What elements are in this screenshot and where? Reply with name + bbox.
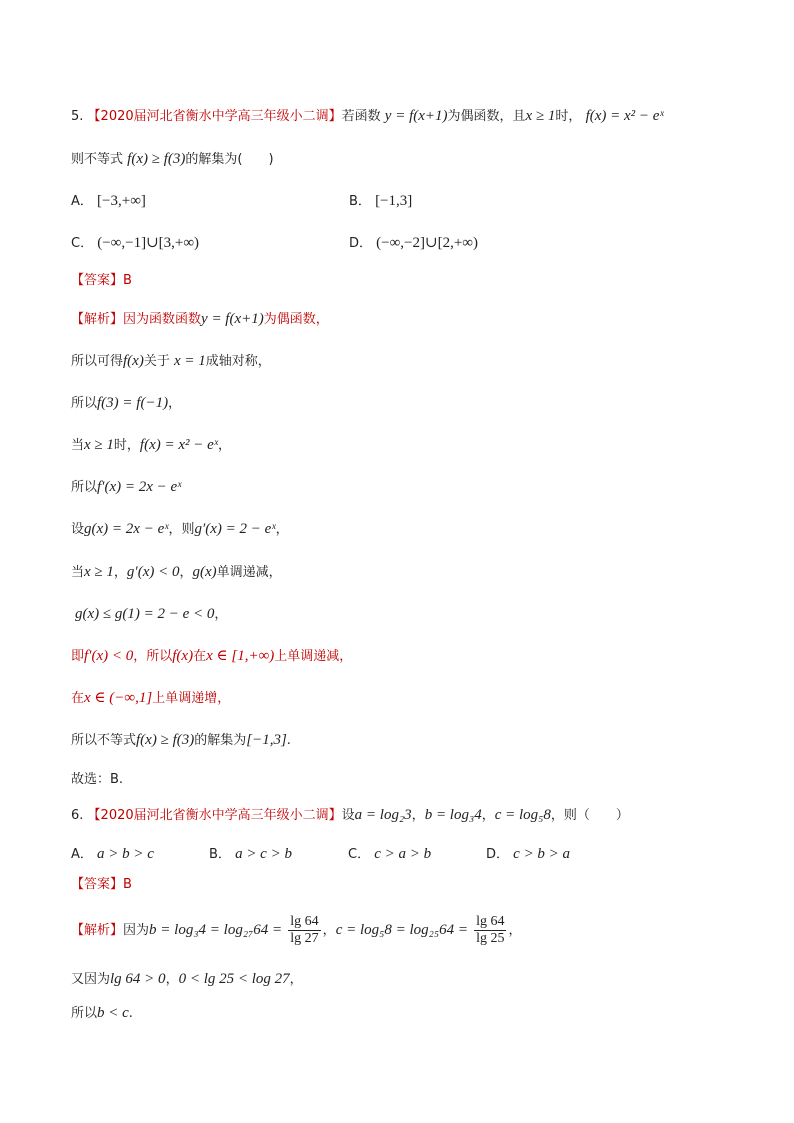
- option-label: D．: [349, 236, 373, 251]
- step-text: 的解集为: [194, 733, 247, 748]
- step-text: 又因为: [71, 972, 111, 987]
- q5-option-a: [71, 192, 146, 211]
- step-math: x ≥ 1: [84, 564, 114, 580]
- step-text: 因为: [123, 923, 150, 938]
- q6-a-definition: a = log₂3: [354, 807, 412, 823]
- q6-analysis-line-3: [71, 1004, 133, 1023]
- q5-stem-line1: [71, 107, 664, 126]
- option-label: B．: [209, 847, 231, 862]
- step-text: ，: [168, 396, 182, 411]
- step-math: lg 64 > 0: [110, 971, 166, 987]
- step-text: 因为函数函数: [123, 312, 202, 327]
- step-math: x ∈ [1,+∞): [206, 648, 275, 664]
- option-value: a > c > b: [235, 846, 292, 862]
- option-label: C．: [71, 236, 94, 251]
- step-math: b = log₃4 = log₂₇64 =: [149, 922, 283, 938]
- step-math: g(x): [192, 564, 217, 580]
- q5-stem2-text-a: 则不等式: [71, 152, 124, 167]
- step-text: 所以: [71, 480, 98, 495]
- option-label: A．: [71, 847, 93, 862]
- fraction-lg64-lg25: [474, 914, 506, 947]
- option-label: D．: [486, 847, 510, 862]
- q5-stem-text-b: 为偶函数，且: [447, 109, 526, 124]
- step-math: g(x) = 2x − eˣ: [84, 521, 169, 537]
- step-math: g(x) ≤ g(1) = 2 − e < 0: [75, 606, 215, 622]
- step-text: ，: [275, 522, 289, 537]
- option-value: c > b > a: [513, 846, 571, 862]
- step-text: ，: [322, 923, 336, 938]
- q5-stem2-text-b: 的解集为( ): [185, 152, 274, 167]
- q6-option-a: [71, 845, 154, 864]
- q6-stem-text-b: ，则（ ）: [550, 808, 629, 823]
- step-text: 当: [71, 438, 85, 453]
- analysis-tag: 【解析】: [71, 923, 124, 938]
- step-math: y = f(x+1): [201, 311, 264, 327]
- option-value: (−∞,−2]∪[2,+∞): [376, 235, 478, 251]
- step-math: [−1,3]: [246, 732, 287, 748]
- q6-analysis-line-2: [71, 970, 303, 989]
- step-text: 关于: [143, 354, 170, 369]
- step-text: 上单调递增，: [152, 691, 231, 706]
- q5-analysis-step-10: [71, 689, 230, 708]
- step-text: 即: [71, 649, 85, 664]
- q5-analysis-step-7: [71, 563, 282, 582]
- step-text: ，: [214, 607, 228, 622]
- step-text: 在: [193, 649, 207, 664]
- q5-fx-definition: f(x) = x² − eˣ: [585, 108, 664, 124]
- step-text: ，: [508, 923, 522, 938]
- step-text: ，: [113, 565, 127, 580]
- step-math: g′(x) = 2 − eˣ: [194, 521, 276, 537]
- step-text: 当: [71, 565, 85, 580]
- q5-analysis-step-9: [71, 647, 352, 666]
- q5-analysis-step-4: [71, 436, 231, 455]
- q5-analysis-step-11: [71, 731, 291, 750]
- q5-number: 5.: [71, 109, 84, 124]
- option-label: A．: [71, 194, 93, 209]
- q6-source-tag: 【2020届河北省衡水中学高三年级小二调】: [87, 808, 342, 823]
- q6-stem-text-a: 设: [341, 808, 355, 823]
- q5-condition: x ≥ 1: [525, 108, 556, 124]
- step-math: f′(x) < 0: [84, 648, 134, 664]
- q5-inequality: f(x) ≥ f(3): [127, 151, 186, 167]
- q6-answer: [71, 876, 132, 894]
- q5-analysis-step-6: [71, 520, 289, 539]
- q5-option-c: [71, 234, 199, 253]
- step-text: ，: [165, 972, 179, 987]
- step-text: 为偶函数，: [263, 312, 329, 327]
- step-text: 成轴对称，: [205, 354, 271, 369]
- q5-option-d: [349, 234, 478, 253]
- q5-analysis-step-2: [71, 352, 271, 371]
- step-text: 所以: [71, 396, 98, 411]
- q5-stem-text-c: 时，: [555, 109, 582, 124]
- step-text: 单调递减，: [216, 565, 282, 580]
- step-text: 所以不等式: [71, 733, 137, 748]
- q6-separator: ，: [411, 808, 425, 823]
- analysis-tag: 【解析】: [71, 312, 124, 327]
- option-value: [−1,3]: [375, 193, 413, 209]
- q6-analysis-line-1: [71, 910, 522, 951]
- step-math: 0 < lg 25 < log 27: [178, 971, 290, 987]
- q5-analysis-step-8: [75, 605, 227, 624]
- option-value: c > a > b: [374, 846, 432, 862]
- fraction-numerator: lg 64: [290, 914, 319, 929]
- q5-stem-line2: [71, 150, 274, 169]
- q6-option-d: [486, 845, 570, 864]
- q6-c-definition: c = log₅8: [494, 807, 551, 823]
- q5-analysis-step-3: [71, 394, 181, 413]
- q5-stem-text-a: 若函数: [341, 109, 381, 124]
- step-text: ，: [289, 972, 303, 987]
- step-math: c = log₅8 = log₂₅64 =: [335, 922, 468, 938]
- q6-stem-line: [71, 806, 629, 825]
- step-text: 在: [71, 691, 85, 706]
- step-text: .: [128, 1006, 133, 1021]
- step-math: f(x) ≥ f(3): [136, 732, 195, 748]
- option-value: (−∞,−1]∪[3,+∞): [97, 235, 200, 251]
- q5-analysis-step-12: [71, 771, 123, 789]
- step-math: f′(x) = 2x − eˣ: [97, 479, 182, 495]
- q6-number: 6.: [71, 808, 84, 823]
- q6-option-c: [348, 845, 431, 864]
- fraction-lg64-lg27: [288, 914, 320, 947]
- step-math: x ≥ 1: [84, 437, 114, 453]
- step-text: ，: [179, 565, 193, 580]
- step-text: 故选：B.: [71, 772, 124, 787]
- fraction-denominator: lg 25: [476, 931, 505, 946]
- answer-value: B: [123, 273, 132, 288]
- answer-tag: 【答案】: [71, 273, 124, 288]
- q6-b-definition: b = log₃4: [424, 807, 482, 823]
- step-math: x ∈ (−∞,1]: [84, 690, 153, 706]
- q5-source-tag: 【2020届河北省衡水中学高三年级小二调】: [87, 109, 342, 124]
- step-text: 时，: [113, 438, 140, 453]
- step-math: g′(x) < 0: [126, 564, 180, 580]
- step-math: f(x): [172, 648, 194, 664]
- step-text: ，所以: [133, 649, 173, 664]
- fraction-denominator: lg 27: [290, 931, 319, 946]
- option-value: [−3,+∞]: [97, 193, 146, 209]
- step-text: ，则: [168, 522, 195, 537]
- step-text: .: [286, 733, 291, 748]
- option-label: C．: [348, 847, 371, 862]
- answer-tag: 【答案】: [71, 877, 124, 892]
- step-text: 上单调递减，: [274, 649, 353, 664]
- q5-option-b: [349, 192, 412, 211]
- q5-analysis-step-5: [71, 478, 181, 497]
- q5-analysis-step-1: [71, 310, 329, 329]
- answer-value: B: [123, 877, 132, 892]
- step-math: f(x): [123, 353, 144, 369]
- step-text: ，: [218, 438, 232, 453]
- q6-option-b: [209, 845, 292, 864]
- option-value: a > b > c: [97, 846, 154, 862]
- step-text: 所以: [71, 1006, 98, 1021]
- option-label: B．: [349, 194, 371, 209]
- fraction-numerator: lg 64: [476, 914, 505, 929]
- step-math: b < c: [97, 1005, 129, 1021]
- step-math: f(x) = x² − eˣ: [139, 437, 219, 453]
- step-math: f(3) = f(−1): [97, 395, 169, 411]
- q6-separator: ，: [481, 808, 495, 823]
- step-text: 所以可得: [71, 354, 124, 369]
- step-text: 设: [71, 522, 85, 537]
- q5-expr-y: y = f(x+1): [384, 108, 448, 124]
- q5-answer: [71, 272, 132, 290]
- step-math: x = 1: [174, 353, 206, 369]
